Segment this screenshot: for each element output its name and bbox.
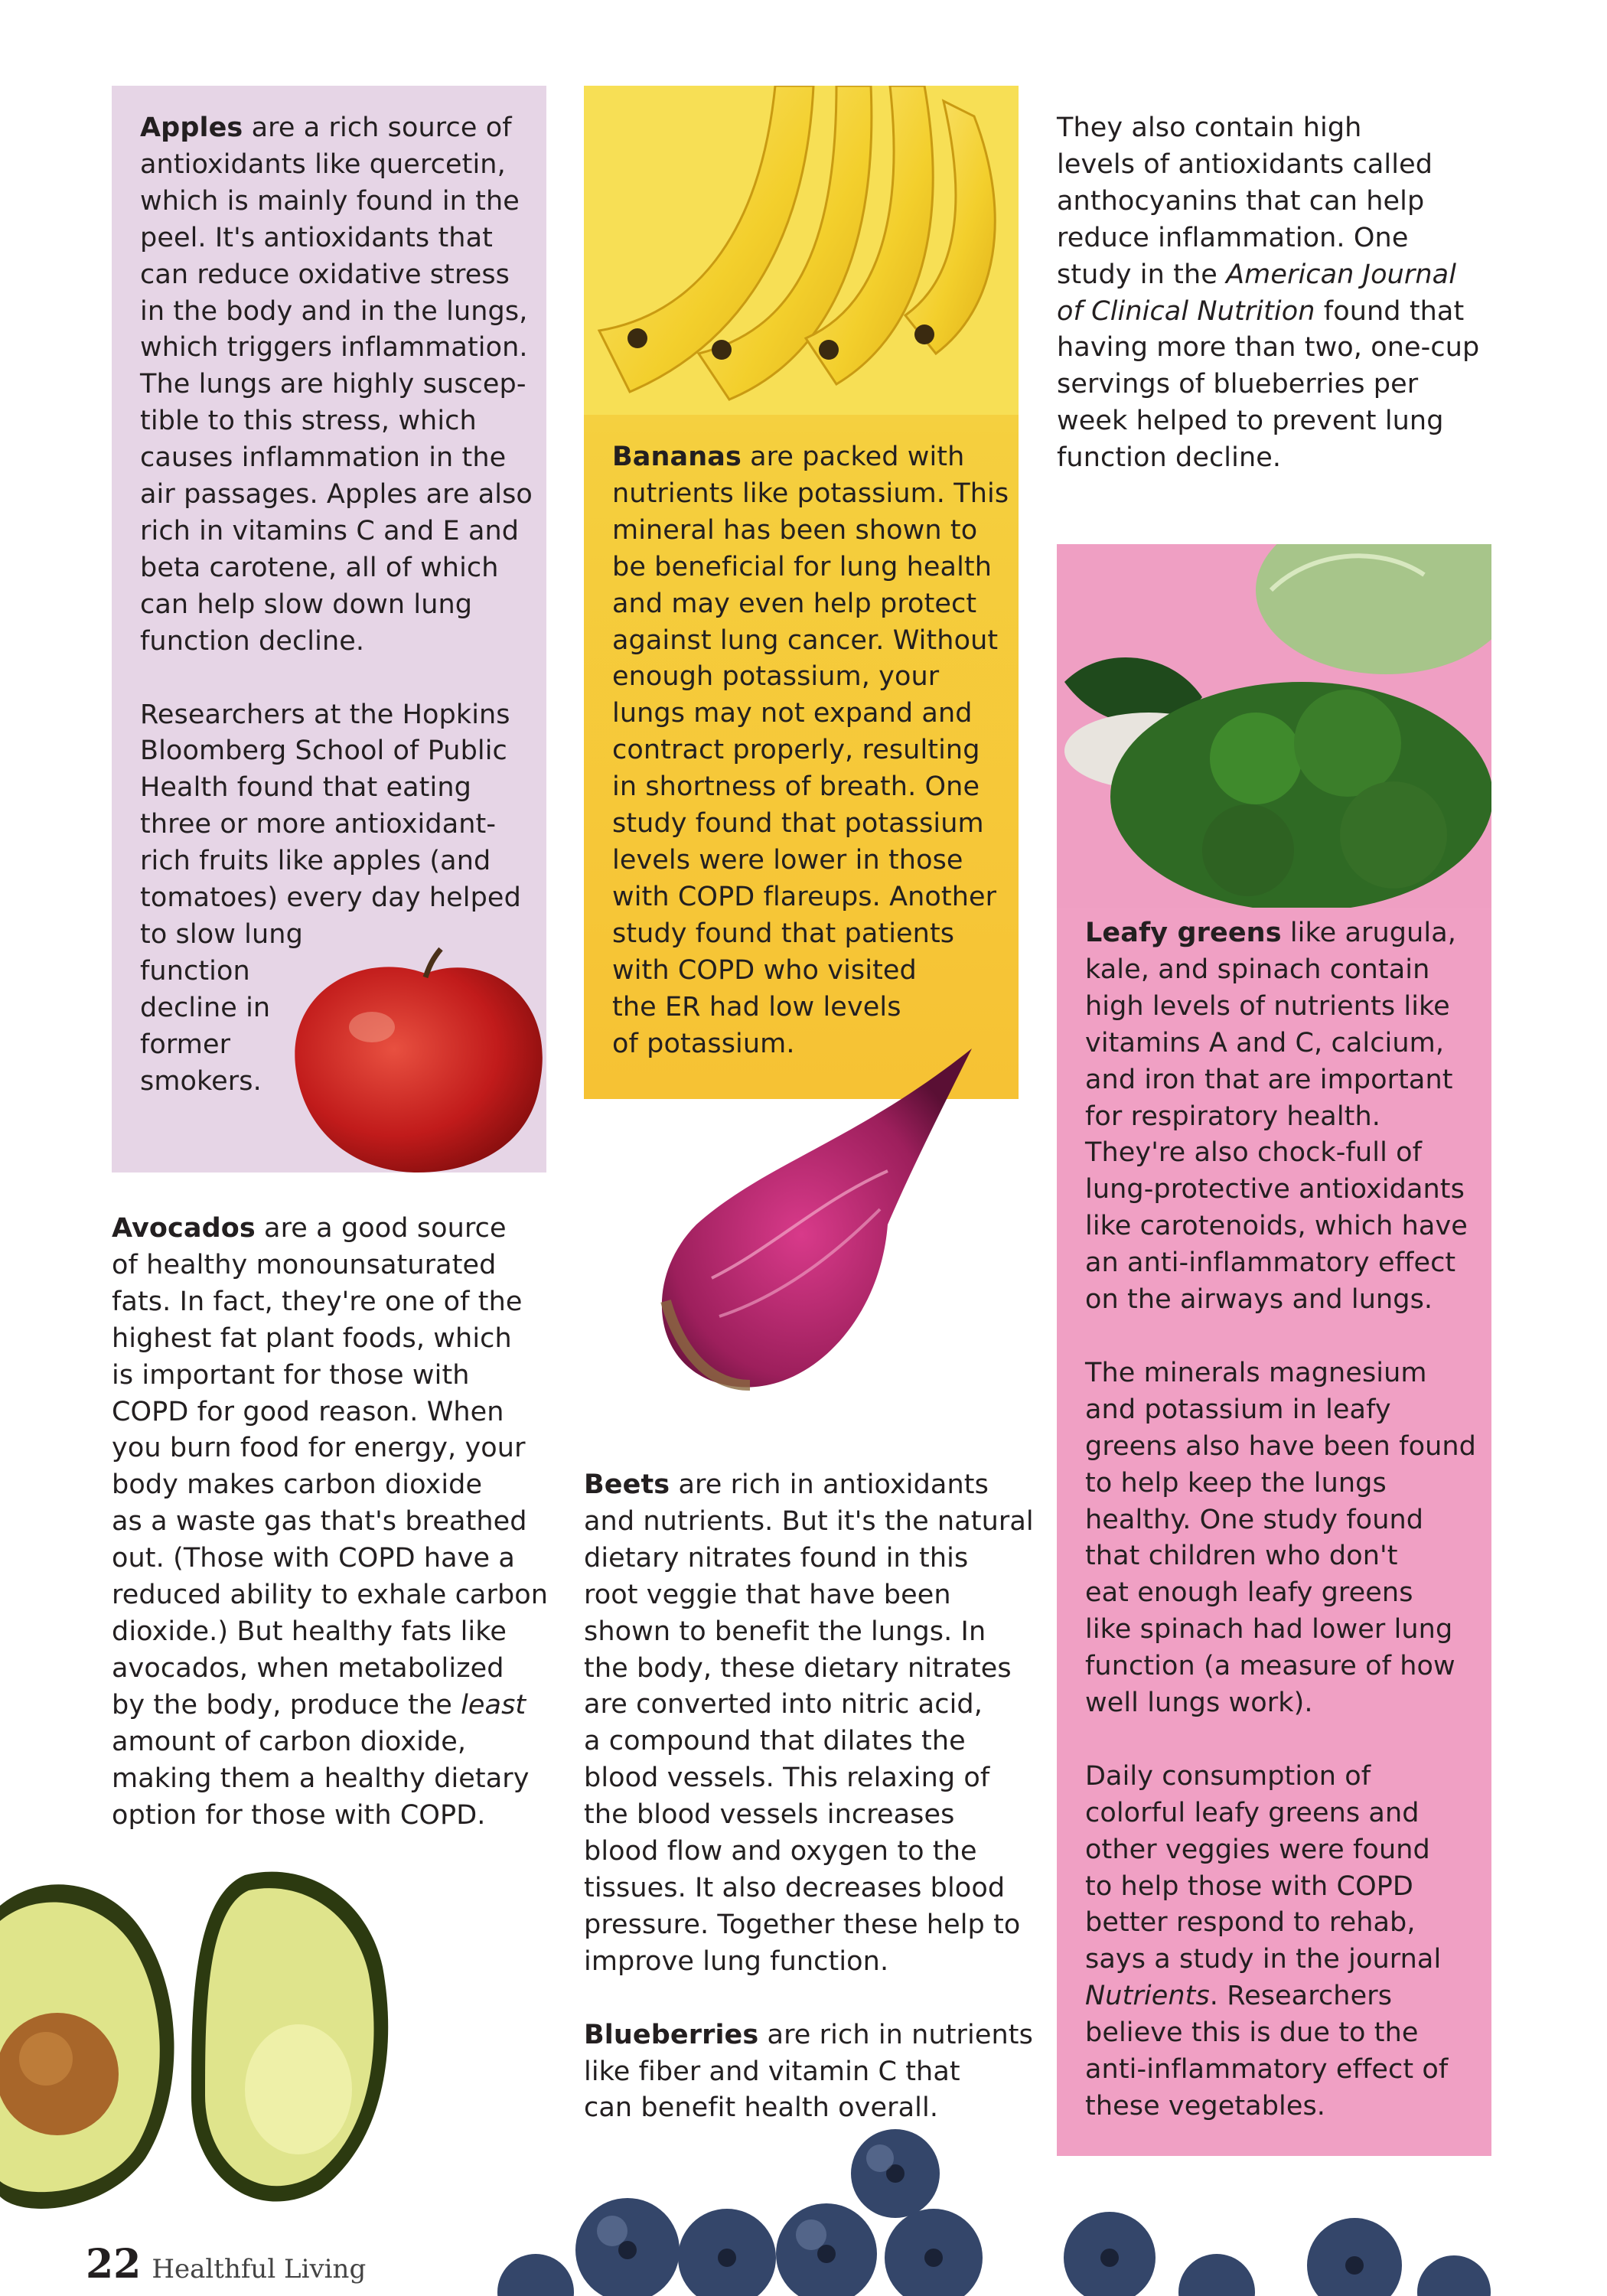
text-line: for respiratory health.: [1085, 1101, 1381, 1132]
text-line: of Clinical Nutrition found that: [1057, 295, 1465, 327]
text-line: high levels of nutrients like: [1085, 990, 1450, 1022]
text-line: Beets are rich in antioxidants: [584, 1469, 989, 1500]
bananas-text: [612, 439, 1009, 1062]
text-line: says a study in the journal: [1085, 1944, 1442, 1975]
text-line: the ER had low levels: [612, 991, 901, 1022]
text-line: They also contain high: [1057, 113, 1362, 143]
beet-photo: [635, 1049, 987, 1408]
text-line: which triggers inflammation.: [140, 332, 528, 364]
text-line: mineral has been shown to: [612, 514, 978, 546]
text-line: function decline.: [1057, 442, 1282, 474]
text-line: and potassium in leafy: [1085, 1394, 1391, 1425]
leafy-greens-text: [1085, 915, 1476, 2125]
page-footer: [86, 2241, 366, 2288]
avocados-text: [112, 1211, 548, 1834]
text-line: to help keep the lungs: [1085, 1467, 1387, 1499]
text-line: improve lung function.: [584, 1945, 889, 1977]
text-line: Avocados are a good source: [112, 1213, 507, 1244]
text-line: Bananas are packed with: [612, 442, 965, 472]
text-line: making them a healthy dietary: [112, 1763, 530, 1794]
text-line: and iron that are important: [1085, 1064, 1453, 1095]
text-line: rich fruits like apples (and: [140, 846, 491, 877]
apples-text: [140, 110, 533, 1100]
text-line: kale, and spinach contain: [1085, 954, 1430, 985]
text-line: and nutrients. But it's the natural: [584, 1505, 1034, 1537]
text-line: the body, these dietary nitrates: [584, 1652, 1012, 1684]
text-line: tissues. It also decreases blood: [584, 1872, 1006, 1903]
text-line: of healthy monounsaturated: [112, 1249, 497, 1280]
text-line: shown to benefit the lungs. In: [584, 1616, 986, 1647]
text-line: lungs may not expand and: [612, 698, 973, 729]
text-line: with COPD who visited: [612, 954, 917, 986]
text-line: beta carotene, all of which: [140, 552, 499, 583]
text-line: Bloomberg School of Public: [140, 735, 507, 767]
text-line: enough potassium, your: [612, 661, 940, 693]
text-line: dioxide.) But healthy fats like: [112, 1616, 507, 1647]
text-line: [1085, 1319, 1476, 1355]
text-line: Blueberries are rich in nutrients: [584, 2019, 1033, 2050]
text-line: like carotenoids, which have: [1085, 1211, 1468, 1242]
text-line: option for those with COPD.: [112, 1799, 486, 1831]
text-line: eat enough leafy greens: [1085, 1577, 1413, 1609]
text-line: Daily consumption of: [1085, 1760, 1371, 1792]
text-line: decline in: [140, 992, 271, 1023]
text-line: study in the American Journal: [1057, 259, 1457, 290]
text-line: can benefit health overall.: [584, 2092, 939, 2124]
text-line: anthocyanins that can help: [1057, 185, 1425, 217]
text-line: They're also chock-full of: [1085, 1137, 1423, 1169]
text-line: function decline.: [140, 625, 365, 657]
text-line: week helped to prevent lung: [1057, 406, 1444, 437]
text-line: avocados, when metabolized: [112, 1652, 504, 1684]
text-line: study found that patients: [612, 918, 955, 949]
text-line: function: [140, 955, 250, 987]
text-line: air passages. Apples are also: [140, 479, 533, 510]
text-line: you burn food for energy, your: [112, 1433, 526, 1464]
text-line: lung-protective antioxidants: [1085, 1174, 1465, 1205]
avocado-photo: [0, 1852, 536, 2219]
text-line: causes inflammation in the: [140, 442, 507, 474]
text-line: dietary nitrates found in this: [584, 1542, 969, 1574]
text-line: anti-inflammatory effect of: [1085, 2054, 1449, 2086]
text-line: antioxidants like quercetin,: [140, 148, 506, 180]
text-line: function (a measure of how: [1085, 1651, 1455, 1682]
text-line: is important for those with: [112, 1359, 470, 1391]
text-line: rich in vitamins C and E and: [140, 515, 520, 546]
text-line: three or more antioxidant-: [140, 809, 497, 840]
text-line: these vegetables.: [1085, 2091, 1326, 2122]
text-line: peel. It's antioxidants that: [140, 222, 493, 253]
text-line: well lungs work).: [1085, 1688, 1313, 1719]
text-line: to slow lung: [140, 918, 303, 950]
text-line: levels of antioxidants called: [1057, 148, 1433, 180]
text-line: blood flow and oxygen to the: [584, 1836, 977, 1867]
text-line: in the body and in the lungs,: [140, 295, 528, 327]
text-line: by the body, produce the least: [112, 1689, 526, 1720]
text-line: blood vessels. This relaxing of: [584, 1763, 990, 1794]
text-line: smokers.: [140, 1065, 262, 1097]
text-line: as a waste gas that's breathed: [112, 1506, 527, 1538]
text-line: contract properly, resulting: [612, 735, 980, 766]
text-line: root veggie that have been: [584, 1579, 951, 1610]
text-line: body makes carbon dioxide: [112, 1469, 483, 1501]
text-line: pressure. Together these help to: [584, 1909, 1021, 1940]
text-line: The minerals magnesium: [1085, 1357, 1427, 1388]
text-line: study found that potassium: [612, 808, 984, 840]
text-line: nutrients like potassium. This: [612, 478, 1009, 509]
text-line: the blood vessels increases: [584, 1799, 955, 1831]
text-line: believe this is due to the: [1085, 2017, 1419, 2049]
text-line: levels were lower in those: [612, 844, 963, 876]
text-line: reduce inflammation. One: [1057, 222, 1409, 253]
text-line: like spinach had lower lung: [1085, 1614, 1453, 1645]
text-line: [1085, 1722, 1476, 1759]
text-line: Researchers at the Hopkins: [140, 699, 510, 730]
text-line: an anti-inflammatory effect: [1085, 1247, 1456, 1279]
text-line: out. (Those with COPD have a: [112, 1543, 515, 1574]
text-line: with COPD flareups. Another: [612, 881, 997, 912]
text-line: to help those with COPD: [1085, 1870, 1413, 1902]
text-line: a compound that dilates the: [584, 1726, 966, 1757]
text-line: that children who don't: [1085, 1541, 1398, 1572]
text-line: Apples are a rich source of: [140, 113, 512, 143]
text-line: servings of blueberries per: [1057, 369, 1419, 400]
text-line: former: [140, 1029, 231, 1060]
text-line: The lungs are highly suscep-: [140, 369, 526, 400]
text-line: highest fat plant foods, which: [112, 1322, 512, 1354]
publication-name: Healthful Living: [152, 2254, 367, 2285]
text-line: Nutrients. Researchers: [1085, 1981, 1393, 2012]
text-line: reduced ability to exhale carbon: [112, 1580, 549, 1611]
text-line: amount of carbon dioxide,: [112, 1726, 467, 1757]
text-line: can reduce oxidative stress: [140, 259, 510, 290]
text-line: on the airways and lungs.: [1085, 1284, 1433, 1316]
text-line: colorful leafy greens and: [1085, 1797, 1420, 1828]
text-line: [140, 660, 533, 697]
text-line: [584, 1981, 1034, 2017]
text-line: be beneficial for lung health: [612, 551, 993, 582]
text-line: healthy. One study found: [1085, 1504, 1424, 1535]
text-line: and may even help protect: [612, 588, 977, 619]
text-line: are converted into nitric acid,: [584, 1689, 983, 1720]
text-line: against lung cancer. Without: [612, 625, 999, 656]
text-line: fats. In fact, they're one of the: [112, 1286, 523, 1317]
text-line: Leafy greens like arugula,: [1085, 918, 1456, 948]
text-line: vitamins A and C, calcium,: [1085, 1027, 1445, 1058]
blueberries-continued-text: [1057, 110, 1479, 477]
text-line: having more than two, one-cup: [1057, 332, 1480, 364]
text-line: can help slow down lung: [140, 589, 473, 620]
text-line: COPD for good reason. When: [112, 1396, 504, 1427]
text-line: of potassium.: [612, 1028, 795, 1059]
text-line: tomatoes) every day helped: [140, 882, 521, 914]
bananas-photo: [584, 86, 1019, 415]
text-line: other veggies were found: [1085, 1834, 1430, 1865]
blueberries-photo: [490, 2128, 1500, 2296]
text-line: in shortness of breath. One: [612, 771, 980, 803]
page-number: 22: [86, 2241, 142, 2288]
text-line: which is mainly found in the: [140, 185, 520, 217]
text-line: like fiber and vitamin C that: [584, 2056, 960, 2087]
leafy-greens-photo: [1057, 544, 1491, 908]
text-line: better respond to rehab,: [1085, 1907, 1416, 1939]
text-line: Health found that eating: [140, 772, 471, 804]
beets-text: [584, 1467, 1034, 2127]
text-line: greens also have been found: [1085, 1430, 1477, 1462]
text-line: tible to this stress, which: [140, 406, 477, 437]
